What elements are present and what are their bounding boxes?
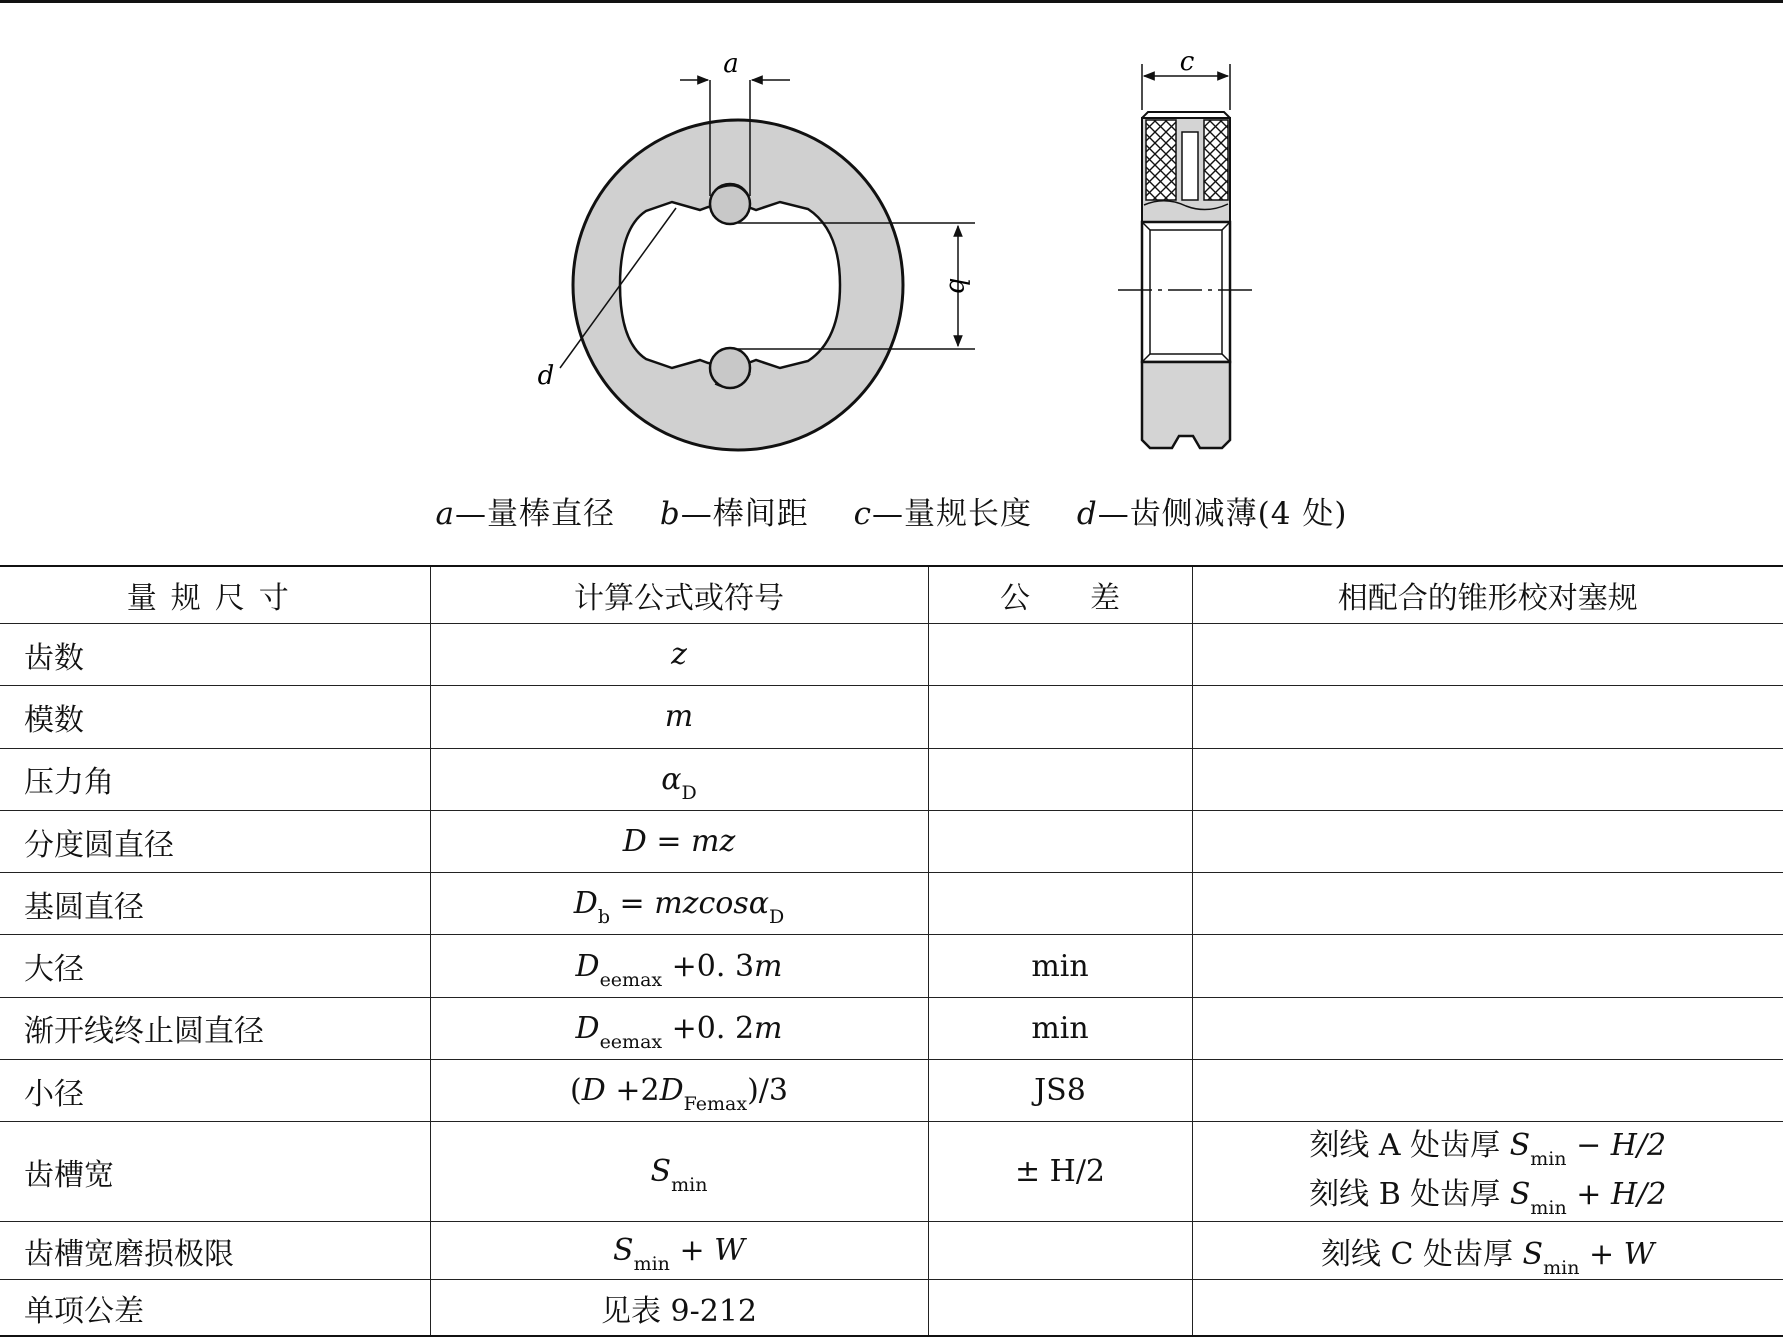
- cell-plug: [1192, 1280, 1783, 1336]
- ring-side-view: [1118, 47, 1252, 448]
- side-lower-band: [1142, 362, 1230, 448]
- table-row: [0, 1280, 1783, 1336]
- cell-formula: $D_{eemax} +0$. 2m: [430, 997, 928, 1059]
- cell-formula: $S_{min}$: [430, 1122, 928, 1221]
- table-row: [0, 748, 1783, 810]
- side-bore: [1142, 222, 1230, 362]
- cell-tolerance: [928, 873, 1192, 935]
- caption-text-c: —量规长度: [871, 496, 1032, 532]
- plug-line-b: 刻线 B 处齿厚 $S_{min} + H/2$: [1309, 1176, 1667, 1219]
- table-row: [0, 1221, 1783, 1279]
- cell-name: 齿槽宽磨损极限: [0, 1221, 430, 1279]
- ring-front-view: [538, 49, 975, 450]
- cell-formula: $(D +2D_{Femax})/3$: [430, 1060, 928, 1122]
- knurl-left: [1146, 120, 1176, 200]
- gauge-spec-table: [0, 565, 1783, 1337]
- cell-name: 模数: [0, 686, 430, 748]
- header-plug-gauge: 相配合的锥形校对塞规: [1192, 566, 1783, 624]
- figure-caption: [0, 488, 1783, 533]
- table-row: [0, 1122, 1783, 1221]
- cell-name: 渐开线终止圆直径: [0, 997, 430, 1059]
- plug-line-a: 刻线 A 处齿厚 $S_{min} - H/2$: [1309, 1127, 1667, 1170]
- cell-name: 基圆直径: [0, 873, 430, 935]
- cell-formula: $D_{eemax} +0$. 3m: [430, 935, 928, 997]
- table-header-row: [0, 566, 1783, 624]
- dim-label-c: c: [1179, 47, 1195, 77]
- cell-tolerance: [928, 624, 1192, 686]
- cell-plug: 刻线 C 处齿厚 $S_{min} + W$: [1192, 1221, 1783, 1279]
- cell-tolerance: [928, 1280, 1192, 1336]
- cell-plug: [1192, 810, 1783, 872]
- table-row: [0, 624, 1783, 686]
- cell-tolerance: min: [928, 935, 1192, 997]
- cell-name: 小径: [0, 1060, 430, 1122]
- caption-sym-b: b: [659, 496, 681, 532]
- cell-plug: [1192, 997, 1783, 1059]
- cell-name: 齿数: [0, 624, 430, 686]
- cell-name: 大径: [0, 935, 430, 997]
- dim-label-a: a: [723, 49, 739, 79]
- cell-name: 压力角: [0, 748, 430, 810]
- caption-sym-a: a: [435, 496, 456, 532]
- cell-tolerance: [928, 686, 1192, 748]
- cell-plug: [1192, 624, 1783, 686]
- cell-plug: [1192, 1060, 1783, 1122]
- cell-tolerance: [928, 810, 1192, 872]
- header-formula: 计算公式或符号: [430, 566, 928, 624]
- caption-sym-c: c: [853, 496, 872, 532]
- cell-name: 分度圆直径: [0, 810, 430, 872]
- caption-text-d: —齿侧减薄(4 处): [1097, 496, 1348, 532]
- caption-text-b: —棒间距: [680, 496, 809, 532]
- cell-tolerance: [928, 748, 1192, 810]
- header-gauge-size: 量规尺寸: [0, 566, 430, 624]
- header-tolerance: 公 差: [928, 566, 1192, 624]
- cell-formula: $\alpha_D$: [430, 748, 928, 810]
- cell-formula: D = mz: [430, 810, 928, 872]
- knurl-right: [1204, 120, 1228, 200]
- gauge-drawing: [0, 0, 1783, 560]
- cell-tolerance: [928, 1221, 1192, 1279]
- caption-text-a: —量棒直径: [455, 496, 616, 532]
- dim-label-d: d: [537, 361, 555, 391]
- cell-tolerance: JS8: [928, 1060, 1192, 1122]
- cell-plug: [1192, 748, 1783, 810]
- cell-formula: z: [430, 624, 928, 686]
- cell-name: 单项公差: [0, 1280, 430, 1336]
- cell-plug: [1192, 935, 1783, 997]
- cell-plug: [1192, 686, 1783, 748]
- table-row: [0, 1060, 1783, 1122]
- dim-label-b: b: [943, 277, 973, 295]
- table-row: [0, 686, 1783, 748]
- caption-sym-d: d: [1076, 496, 1098, 532]
- cell-formula: $D_b = mzcos\alpha_D$: [430, 873, 928, 935]
- cell-plug: [1192, 1122, 1783, 1221]
- table-row: [0, 873, 1783, 935]
- table-row: [0, 997, 1783, 1059]
- table-row: [0, 935, 1783, 997]
- cell-tolerance: min: [928, 997, 1192, 1059]
- cell-plug: [1192, 873, 1783, 935]
- cell-formula: 见表 9-212: [430, 1280, 928, 1336]
- cell-tolerance: ± H/2: [928, 1122, 1192, 1221]
- cell-formula: m: [430, 686, 928, 748]
- table-row: [0, 810, 1783, 872]
- cell-formula: $S_{min} + W$: [430, 1221, 928, 1279]
- splined-bore: [620, 202, 840, 368]
- cell-name: 齿槽宽: [0, 1122, 430, 1221]
